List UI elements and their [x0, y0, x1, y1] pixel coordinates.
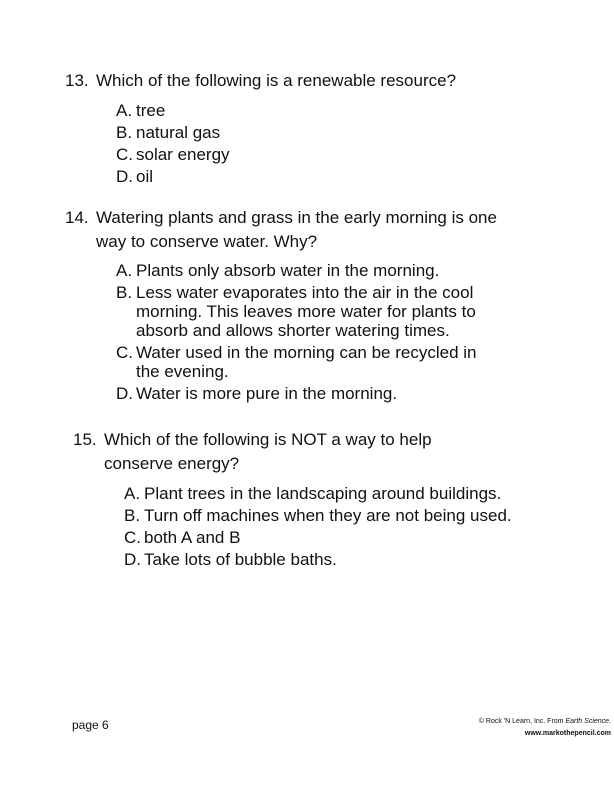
choice-c [124, 528, 512, 547]
choice-a [116, 261, 477, 280]
question-stem-line-1: Which of the following is NOT a way to help [104, 430, 432, 449]
question-stem: Which of the following is a renewable resource? [96, 71, 457, 90]
choice-letter: A. [116, 261, 133, 280]
choice-text: Plants only absorb water in the morning. [136, 261, 440, 280]
copyright-notice [479, 716, 611, 740]
choice-text: Turn off machines when they are not being used. [144, 506, 512, 525]
choice-text: oil [136, 167, 154, 186]
question-number: 13. [65, 71, 89, 90]
choice-letter: A. [124, 484, 141, 503]
question-stem-line-1: Watering plants and grass in the early morning is one [96, 208, 497, 227]
choice-text: natural gas [136, 123, 221, 142]
choice-letter: B. [116, 283, 133, 302]
question-stem-line-2: way to conserve water. Why? [96, 232, 318, 251]
copyright-title: Earth Science. [565, 718, 611, 725]
choice-letter: B. [116, 123, 133, 142]
choice-text: tree [136, 101, 166, 120]
choice-letter: C. [124, 528, 141, 547]
choice-text: both A and B [144, 528, 241, 547]
choice-text: Take lots of bubble baths. [144, 550, 337, 569]
choice-d [124, 550, 512, 569]
choice-letter: C. [116, 343, 133, 362]
question-stem-line-2: conserve energy? [104, 454, 240, 473]
copyright-prefix: © Rock 'N Learn, Inc. From [478, 718, 566, 725]
choices-15 [124, 484, 512, 572]
choice-d [116, 167, 230, 186]
question-number: 15. [73, 430, 97, 449]
choice-b [116, 123, 230, 142]
choice-c [116, 145, 230, 164]
choice-text-line-1: Less water evaporates into the air in the cool [136, 283, 474, 302]
choice-text-line-2: the evening. [136, 362, 229, 381]
question-13 [65, 70, 456, 91]
choices-14 [116, 261, 477, 406]
choices-13 [116, 101, 230, 189]
choice-b [116, 283, 477, 340]
choice-letter: B. [124, 506, 141, 525]
choice-c [116, 343, 477, 381]
question-15 [73, 429, 432, 474]
choice-letter: D. [116, 384, 133, 403]
choice-letter: C. [116, 145, 133, 164]
choice-text-line-2: morning. This leaves more water for plants to [136, 302, 476, 321]
choice-text: solar energy [136, 145, 230, 164]
choice-a [116, 101, 230, 120]
choice-text-line-1: Water used in the morning can be recycled in [136, 343, 477, 362]
choice-letter: A. [116, 101, 133, 120]
choice-a [124, 484, 512, 503]
question-number: 14. [65, 208, 89, 227]
copyright-line [479, 716, 611, 728]
question-14 [65, 207, 497, 252]
choice-b [124, 506, 512, 525]
choice-text: Water is more pure in the morning. [136, 384, 398, 403]
website-url: www.markothepencil.com [524, 730, 611, 737]
choice-letter: D. [116, 167, 133, 186]
choice-text: Plant trees in the landscaping around buildings. [144, 484, 502, 503]
page-number: page 6 [72, 718, 109, 732]
choice-text-line-3: absorb and allows shorter watering times. [136, 321, 450, 340]
choice-letter: D. [124, 550, 141, 569]
choice-d [116, 384, 477, 403]
